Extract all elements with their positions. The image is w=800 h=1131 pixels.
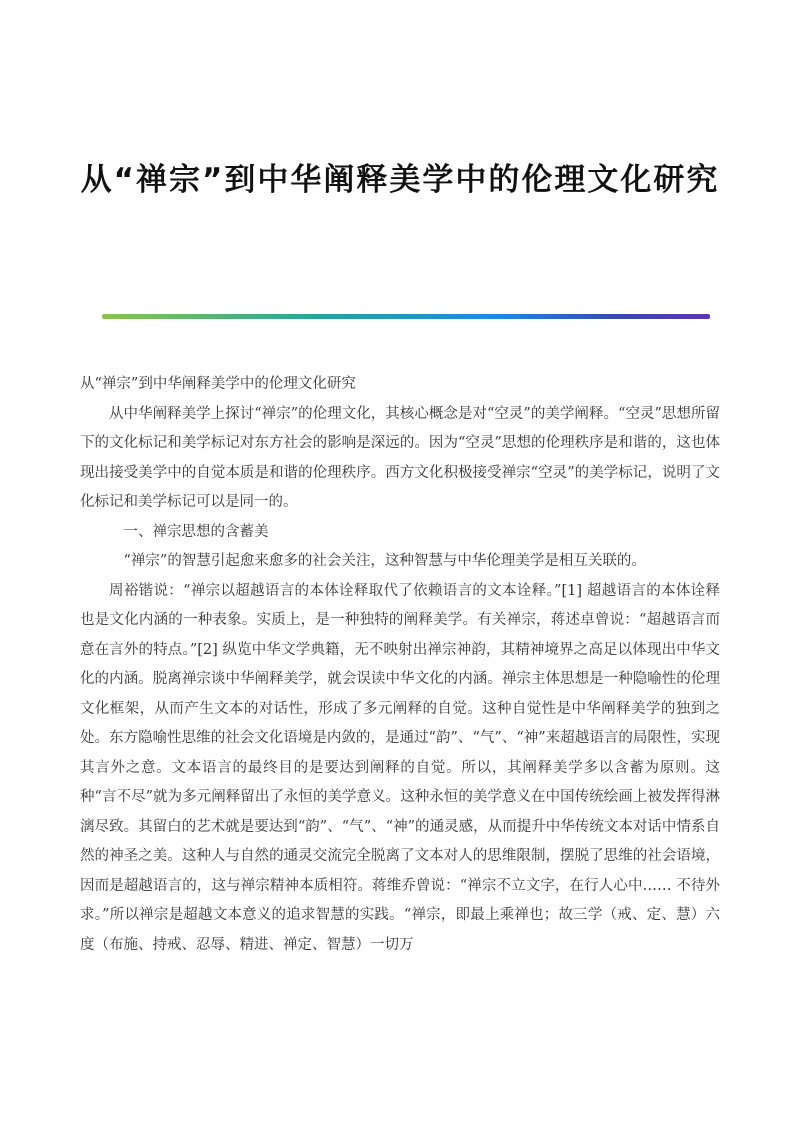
paragraph: “禅宗”的智慧引起愈来愈多的社会关注，这种智慧与中华伦理美学是相互关联的。	[123, 553, 646, 569]
section-heading: 一、禅宗思想的含蓄美	[123, 523, 269, 540]
document-title: 从“禅宗”到中华阐释美学中的伦理文化研究	[80, 162, 720, 198]
document-body	[80, 370, 720, 960]
title-divider	[102, 314, 710, 319]
paragraph: 周裕锴说：“禅宗以超越语言的本体诠释取代了依赖语言的文本诠释。”[1] 超越语言的本体诠释也是文化内涵的一种表象。实质上，是一种独特的阐释美学。有关禅宗，蒋述卓曾说：“超越语言而意在言外的特点。”[2] 纵览中华文学典籍，无不映射出禅宗神韵，其精神境界之高足以体现出中华文化的内涵。脱离禅宗谈中华阐释美学，就会误读中华文化的内涵。禅宗主体思想是一种隐喻性的伦理文化框架，从而产生文本的对话性，形成了多元阐释的自觉。这种自觉性是中华阐释美学的独到之处。东方隐喻性思维的社会文化语境是内敛的，是通过“韵”、“气”、“神”来超越语言的局限性，实现其言外之意。文本语言的最终目的是要达到阐释的自觉。所以，其阐释美学多以含蓄为原则。这种“言不尽”就为多元阐释留出了永恒的美学意义。这种永恒的美学意义在中国传统绘画上被发挥得淋漓尽致。其留白的艺术就是要达到“韵”、“气”、“神”的通灵感，从而提升中华传统文本对话中情系自然的神圣之美。这种人与自然的通灵交流完全脱离了文本对人的思维限制，摆脱了思维的社会语境，因而是超越语言的，这与禅宗精神本质相符。蒋维乔曾说：“禅宗不立文字，在行人心中…… 不待外求。”所以禅宗是超越文本意义的追求智慧的实践。“禅宗，即最上乘禅也；故三学（戒、定、慧）六度（布施、持戒、忍辱、精进、禅定、智慧）一切万	[80, 582, 720, 953]
paragraph-intro: 从中华阐释美学上探讨“禅宗”的伦理文化，其核心概念是对“空灵”的美学阐释。“空灵”思想所留下的文化标记和美学标记对东方社会的影响是深远的。因为“空灵”思想的伦理秩序是和谐的，这也体现出接受美学中的自觉本质是和谐的伦理秩序。西方文化积极接受禅宗“空灵”的美学标记，说明了文化标记和美学标记可以是同一的。	[80, 405, 720, 510]
subtitle-line: 从“禅宗”到中华阐释美学中的伦理文化研究	[80, 376, 356, 392]
